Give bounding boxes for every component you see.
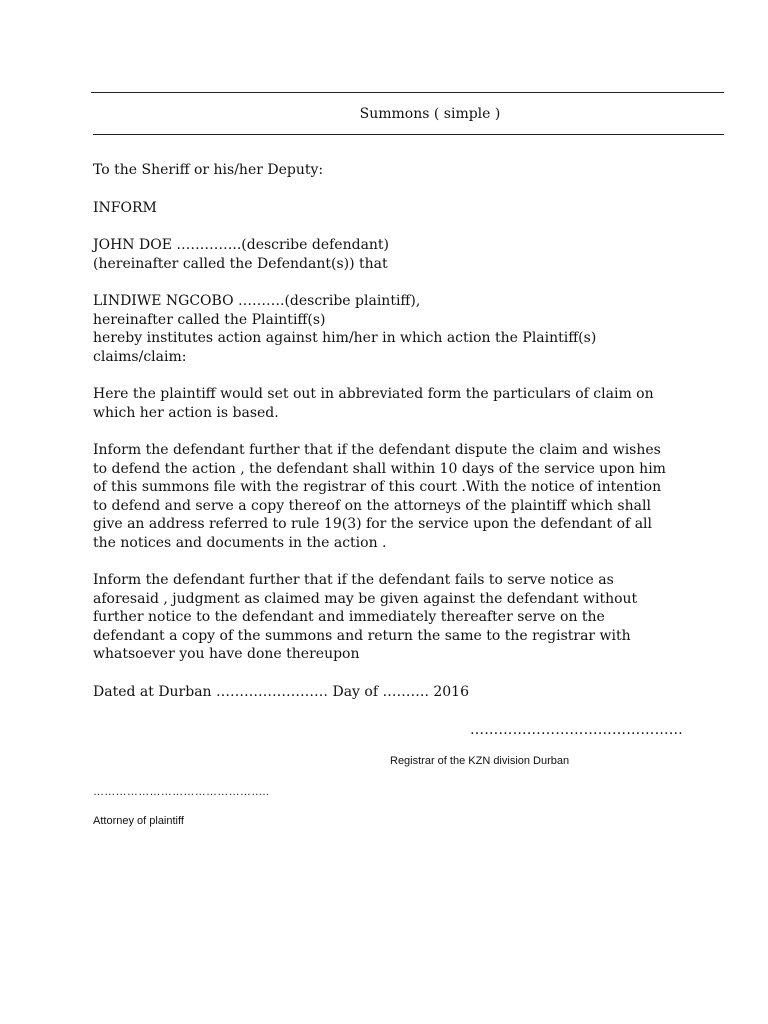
defend-paragraph-line: Inform the defendant further that if the defendant dispute the claim and wishes [93, 442, 661, 458]
defendant-line: JOHN DOE …………..(describe defendant) [93, 237, 390, 253]
defendant-called-line: (hereinafter called the Defendant(s)) that [93, 255, 388, 272]
registrar-label: Registrar of the KZN division Durban [390, 755, 570, 767]
title-top-rule [91, 92, 724, 93]
defend-paragraph-line: of this summons file with the registrar of this court .With the notice of intention [93, 479, 662, 495]
default-paragraph-line: whatsoever you have done thereupon [93, 646, 360, 662]
defend-paragraph-line: to defend the action , the defendant shall within 10 days of the service upon him [93, 460, 666, 477]
salutation: To the Sheriff or his/her Deputy: [93, 162, 324, 178]
claim-paragraph-line: Here the plaintiff would set out in abbreviated form the particulars of claim on [93, 386, 654, 402]
defend-paragraph-line: to defend and serve a copy thereof on the attorneys of the plaintiff which shall [93, 497, 651, 514]
institutes-line: hereby institutes action against him/her in which action the Plaintiff(s) [93, 330, 597, 346]
default-paragraph-line: defendant a copy of the summons and return the same to the registrar with [93, 627, 631, 644]
defend-paragraph-line: give an address referred to rule 19(3) for the service upon the defendant of all [93, 516, 653, 532]
defend-paragraph-line: the notices and documents in the action . [93, 534, 387, 551]
attorney-label: Attorney of plaintiff [93, 815, 184, 827]
attorney-signature-line: ……………………………………….. [93, 786, 270, 798]
default-paragraph-line: Inform the defendant further that if the defendant fails to serve notice as [93, 572, 614, 588]
plaintiff-called-line: hereinafter called the Plaintiff(s) [93, 311, 326, 328]
default-paragraph-line: further notice to the defendant and immediately thereafter serve on the [93, 609, 605, 625]
inform-heading: INFORM [93, 199, 157, 216]
plaintiff-line: LINDIWE NGCOBO ……….(describe plaintiff), [93, 293, 421, 309]
dated-line: Dated at Durban …………………… Day of ………. 2016 [93, 683, 469, 700]
document-title: Summons ( simple ) [359, 106, 501, 122]
claim-paragraph-line: which her action is based. [93, 404, 279, 421]
claims-line: claims/claim: [93, 348, 187, 365]
default-paragraph-line: aforesaid , judgment as claimed may be given against the defendant without [93, 590, 638, 607]
title-bottom-rule [93, 134, 724, 135]
document-body [93, 161, 693, 701]
registrar-signature-line: ……………………………………… [470, 722, 683, 738]
